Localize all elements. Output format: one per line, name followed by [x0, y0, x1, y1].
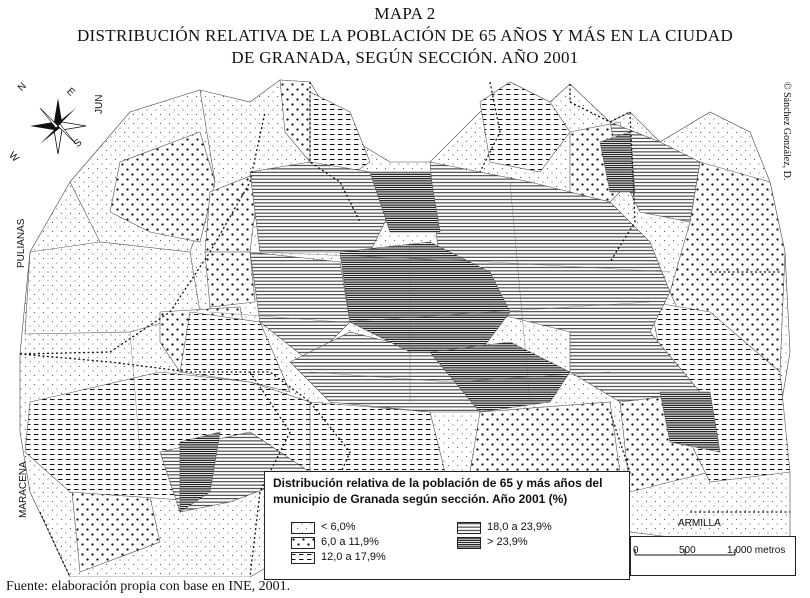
legend-title-line-2: municipio de Granada según sección. Año 2001 (%)	[273, 492, 568, 506]
map-title-line-2: DE GRANADA, SEGÚN SECCIÓN. AÑO 2001	[231, 48, 579, 67]
label-armilla: ARMILLA	[678, 518, 721, 529]
scale-label-500: 500	[679, 545, 696, 556]
legend-swatch-lines	[457, 522, 481, 534]
map-title-line-1: DISTRIBUCIÓN RELATIVA DE LA POBLACIÓN DE 65 AÑOS Y MÁS EN LA CIUDAD	[76, 26, 734, 45]
compass-s-label: S	[72, 137, 85, 150]
copyright-note: © Sánchez González, D.	[781, 82, 792, 181]
compass-w-label: W	[6, 150, 21, 165]
legend-item-3: 12,0 a 17,9%	[321, 551, 386, 563]
compass-e-label: E	[64, 86, 77, 99]
source-note: Fuente: elaboración propia con base en INE, 2001.	[6, 579, 291, 594]
scale-bar	[630, 536, 796, 576]
legend-item-1: < 6,0%	[321, 521, 356, 533]
map-number: MAPA 2	[374, 4, 436, 23]
compass-n-label: N	[16, 80, 29, 94]
label-jun: JUN	[94, 94, 105, 114]
legend-swatch-dense-lines	[457, 537, 481, 549]
label-maracena: MARACENA	[18, 461, 29, 518]
legend-swatch-dots	[291, 537, 315, 549]
scale-label-0: 0	[633, 545, 639, 556]
legend-swatch-dashes	[291, 552, 315, 564]
map-legend	[264, 471, 630, 580]
scale-label-1000: 1.000 metros	[727, 545, 786, 556]
legend-title-line-1: Distribución relativa de la población de 65 y más años del	[273, 476, 603, 490]
legend-item-4: 18,0 a 23,9%	[487, 521, 552, 533]
legend-swatch-sparse-dots	[291, 522, 315, 534]
legend-item-5: > 23,9%	[487, 536, 528, 548]
section-dots-west-center	[205, 252, 255, 307]
label-pulianas: PULIANAS	[16, 218, 27, 268]
section-lines-north-centre	[250, 162, 390, 252]
legend-item-2: 6,0 a 11,9%	[321, 536, 379, 548]
legend-title	[273, 475, 623, 507]
